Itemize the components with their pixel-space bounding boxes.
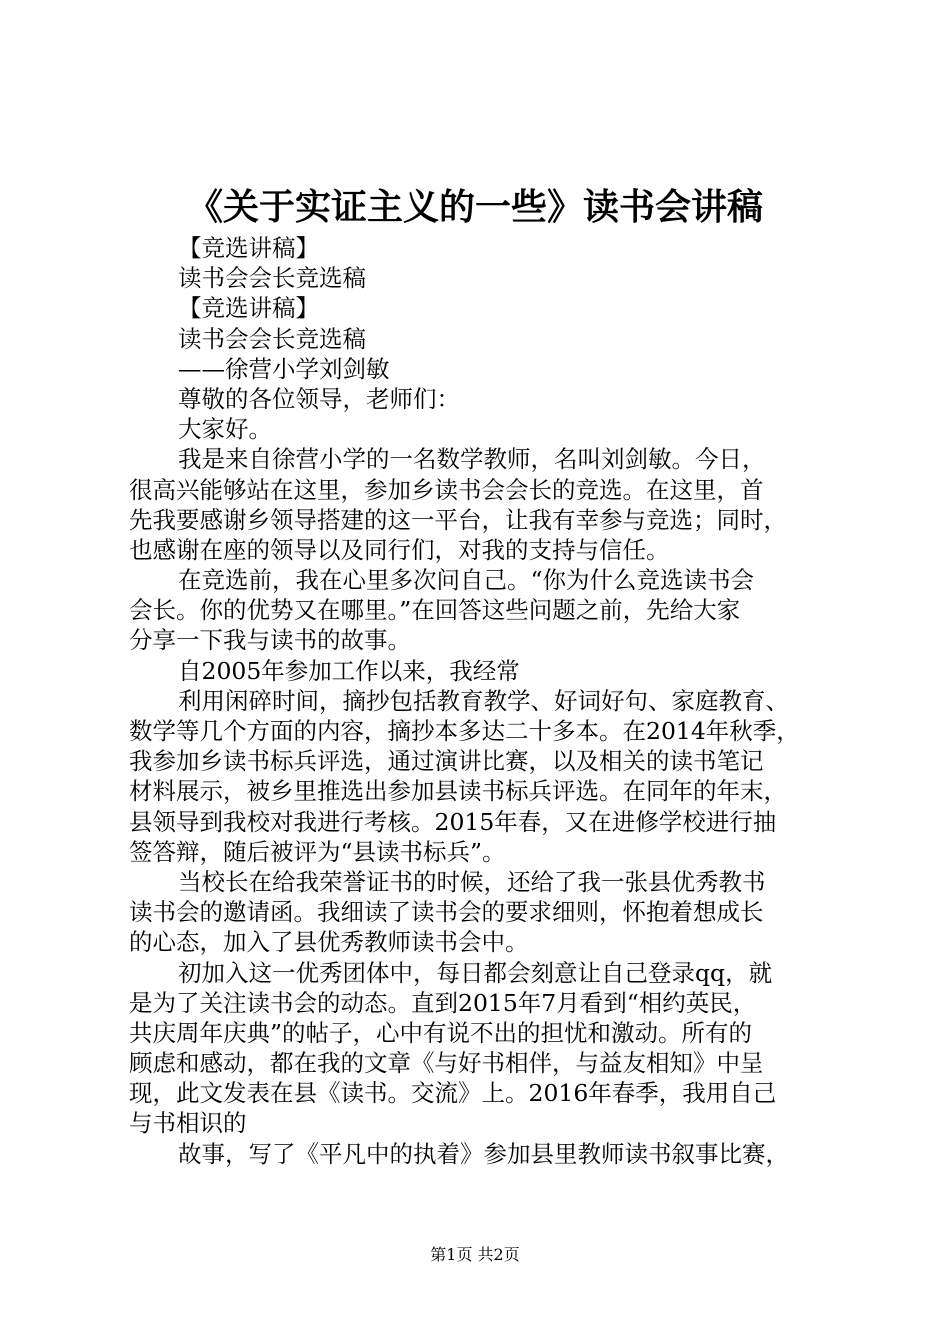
text-line: 大家好。	[178, 415, 272, 444]
text-line: 现，此文发表在县《读书。交流》上。2016年春季，我用自己	[129, 1079, 777, 1108]
page-number-footer: 第1页 共2页	[430, 1245, 520, 1264]
text-line: ——徐营小学刘剑敏	[178, 354, 390, 383]
document-title: 《关于实证主义的一些》读书会讲稿	[186, 186, 763, 228]
document-body	[129, 233, 829, 1169]
text-line: 读书会会长竞选稿	[178, 324, 366, 353]
text-line: 故事，写了《平凡中的执着》参加县里教师读书叙事比赛，	[178, 1139, 789, 1168]
text-line: 在竞选前，我在心里多次问自己。“你为什么竞选读书会	[178, 566, 755, 595]
text-line: 【竞选讲稿】	[178, 234, 319, 262]
text-line: 签答辩，随后被评为“县读书标兵”。	[129, 837, 506, 866]
text-line: 很高兴能够站在这里，参加乡读书会会长的竞选。在这里，首	[129, 475, 764, 504]
text-line: 县领导到我校对我进行考核。2015年春，又在进修学校进行抽	[129, 807, 777, 836]
text-line: 初加入这一优秀团体中，每日都会刻意让自己登录qq，就	[178, 958, 773, 987]
text-line: 我是来自徐营小学的一名数学教师，名叫刘剑敏。今日，	[178, 445, 766, 474]
text-line: 尊敬的各位领导，老师们：	[178, 384, 460, 413]
text-line: 我参加乡读书标兵评选，通过演讲比赛，以及相关的读书笔记	[129, 747, 764, 776]
text-line: 利用闲碎时间，摘抄包括教育教学、好词好句、家庭教育、	[178, 686, 789, 715]
text-line: 是为了关注读书会的动态。直到2015年7月看到“相约英民，	[129, 988, 757, 1017]
text-line: 当校长在给我荣誉证书的时候，还给了我一张县优秀教书	[178, 867, 766, 896]
text-line: 分享一下我与读书的故事。	[129, 626, 411, 655]
text-line: 材料展示，被乡里推选出参加县读书标兵评选。在同年的年末，	[129, 777, 787, 806]
text-line: 会长。你的优势又在哪里。”在回答这些问题之前，先给大家	[129, 596, 741, 625]
text-line: 自2005年参加工作以来，我经常	[178, 656, 520, 685]
text-line: 数学等几个方面的内容，摘抄本多达二十多本。在2014年秋季，	[129, 717, 800, 745]
text-line: 共庆周年庆典”的帖子，心中有说不出的担忧和激动。所有的	[129, 1018, 753, 1047]
text-line: 与书相识的	[129, 1109, 247, 1138]
text-line: 【竞选讲稿】	[178, 294, 319, 323]
text-line: 顾虑和感动，都在我的文章《与好书相伴，与益友相知》中呈	[129, 1049, 764, 1078]
text-line: 也感谢在座的领导以及同行们，对我的支持与信任。	[129, 535, 670, 564]
text-line: 读书会会长竞选稿	[178, 264, 366, 293]
text-line: 读书会的邀请函。我细读了读书会的要求细则，怀抱着想成长	[129, 898, 764, 927]
text-line: 先我要感谢乡领导搭建的这一平台，让我有幸参与竞选；同时，	[129, 505, 787, 534]
text-line: 的心态，加入了县优秀教师读书会中。	[129, 928, 529, 957]
